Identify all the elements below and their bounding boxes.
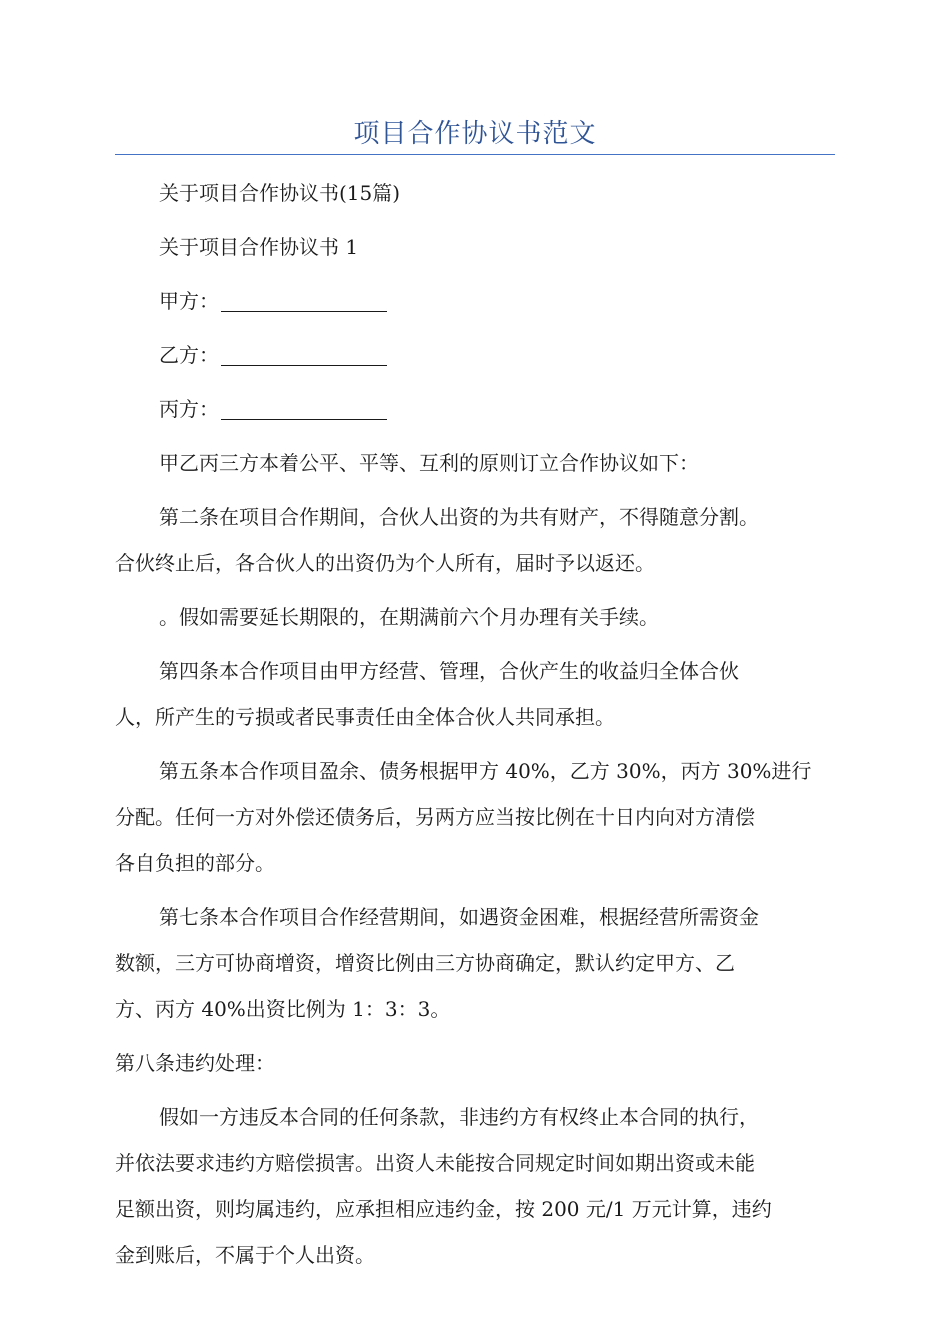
article-2-line: 第二条在项目合作期间，合伙人出资的为共有财产，不得随意分割。 — [159, 505, 759, 529]
article-7-paragraph — [115, 894, 835, 1032]
article-7-line: 方、丙方 40%出资比例为 1：3：3。 — [115, 997, 451, 1021]
article-8-line: 金到账后，不属于个人出资。 — [115, 1243, 375, 1267]
article-2-line: 合伙终止后，各合伙人的出资仍为个人所有，届时予以返还。 — [115, 551, 655, 575]
article-5-paragraph — [115, 748, 835, 886]
party-c-blank — [221, 399, 387, 420]
agreement-heading: 关于项目合作协议书 1 — [159, 235, 359, 259]
article-7-line: 数额，三方可协商增资，增资比例由三方协商确定，默认约定甲方、乙 — [115, 951, 735, 975]
article-5-line: 各自负担的部分。 — [115, 851, 275, 875]
article-4-paragraph — [115, 648, 835, 740]
article-8-line: 并依法要求违约方赔偿损害。出资人未能按合同规定时间如期出资或未能 — [115, 1151, 755, 1175]
party-a-blank — [221, 291, 387, 312]
party-b-blank — [221, 345, 387, 366]
party-b-line — [115, 332, 835, 378]
article-4-line: 第四条本合作项目由甲方经营、管理，合伙产生的收益归全体合伙 — [159, 659, 739, 683]
party-a-label: 甲方： — [159, 289, 219, 313]
article-8-heading: 第八条违约处理： — [115, 1051, 275, 1075]
party-a-line — [115, 278, 835, 324]
party-c-label: 丙方： — [159, 397, 219, 421]
article-5-line: 分配。任何一方对外偿还债务后，另两方应当按比例在十日内向对方清偿 — [115, 805, 755, 829]
title-underline — [115, 154, 835, 155]
subtitle: 关于项目合作协议书(15篇) — [159, 181, 401, 205]
article-8-line: 足额出资，则均属违约，应承担相应违约金，按 200 元/1 万元计算，违约 — [115, 1197, 772, 1221]
article-8-line: 假如一方违反本合同的任何条款，非违约方有权终止本合同的执行， — [159, 1105, 759, 1129]
party-c-line — [115, 386, 835, 432]
article-3-fragment: 。假如需要延长期限的，在期满前六个月办理有关手续。 — [159, 605, 659, 629]
article-7-line: 第七条本合作项目合作经营期间，如遇资金困难，根据经营所需资金 — [159, 905, 759, 929]
document-body — [115, 170, 835, 1278]
document-title: 项目合作协议书范文 — [353, 119, 597, 149]
article-5-line: 第五条本合作项目盈余、债务根据甲方 40%，乙方 30%，丙方 30%进行 — [159, 759, 812, 783]
article-2-paragraph — [115, 494, 835, 586]
article-4-line: 人，所产生的亏损或者民事责任由全体合伙人共同承担。 — [115, 705, 615, 729]
party-b-label: 乙方： — [159, 343, 219, 367]
intro-paragraph: 甲乙丙三方本着公平、平等、互利的原则订立合作协议如下： — [159, 451, 699, 475]
article-8-paragraph — [115, 1094, 835, 1278]
